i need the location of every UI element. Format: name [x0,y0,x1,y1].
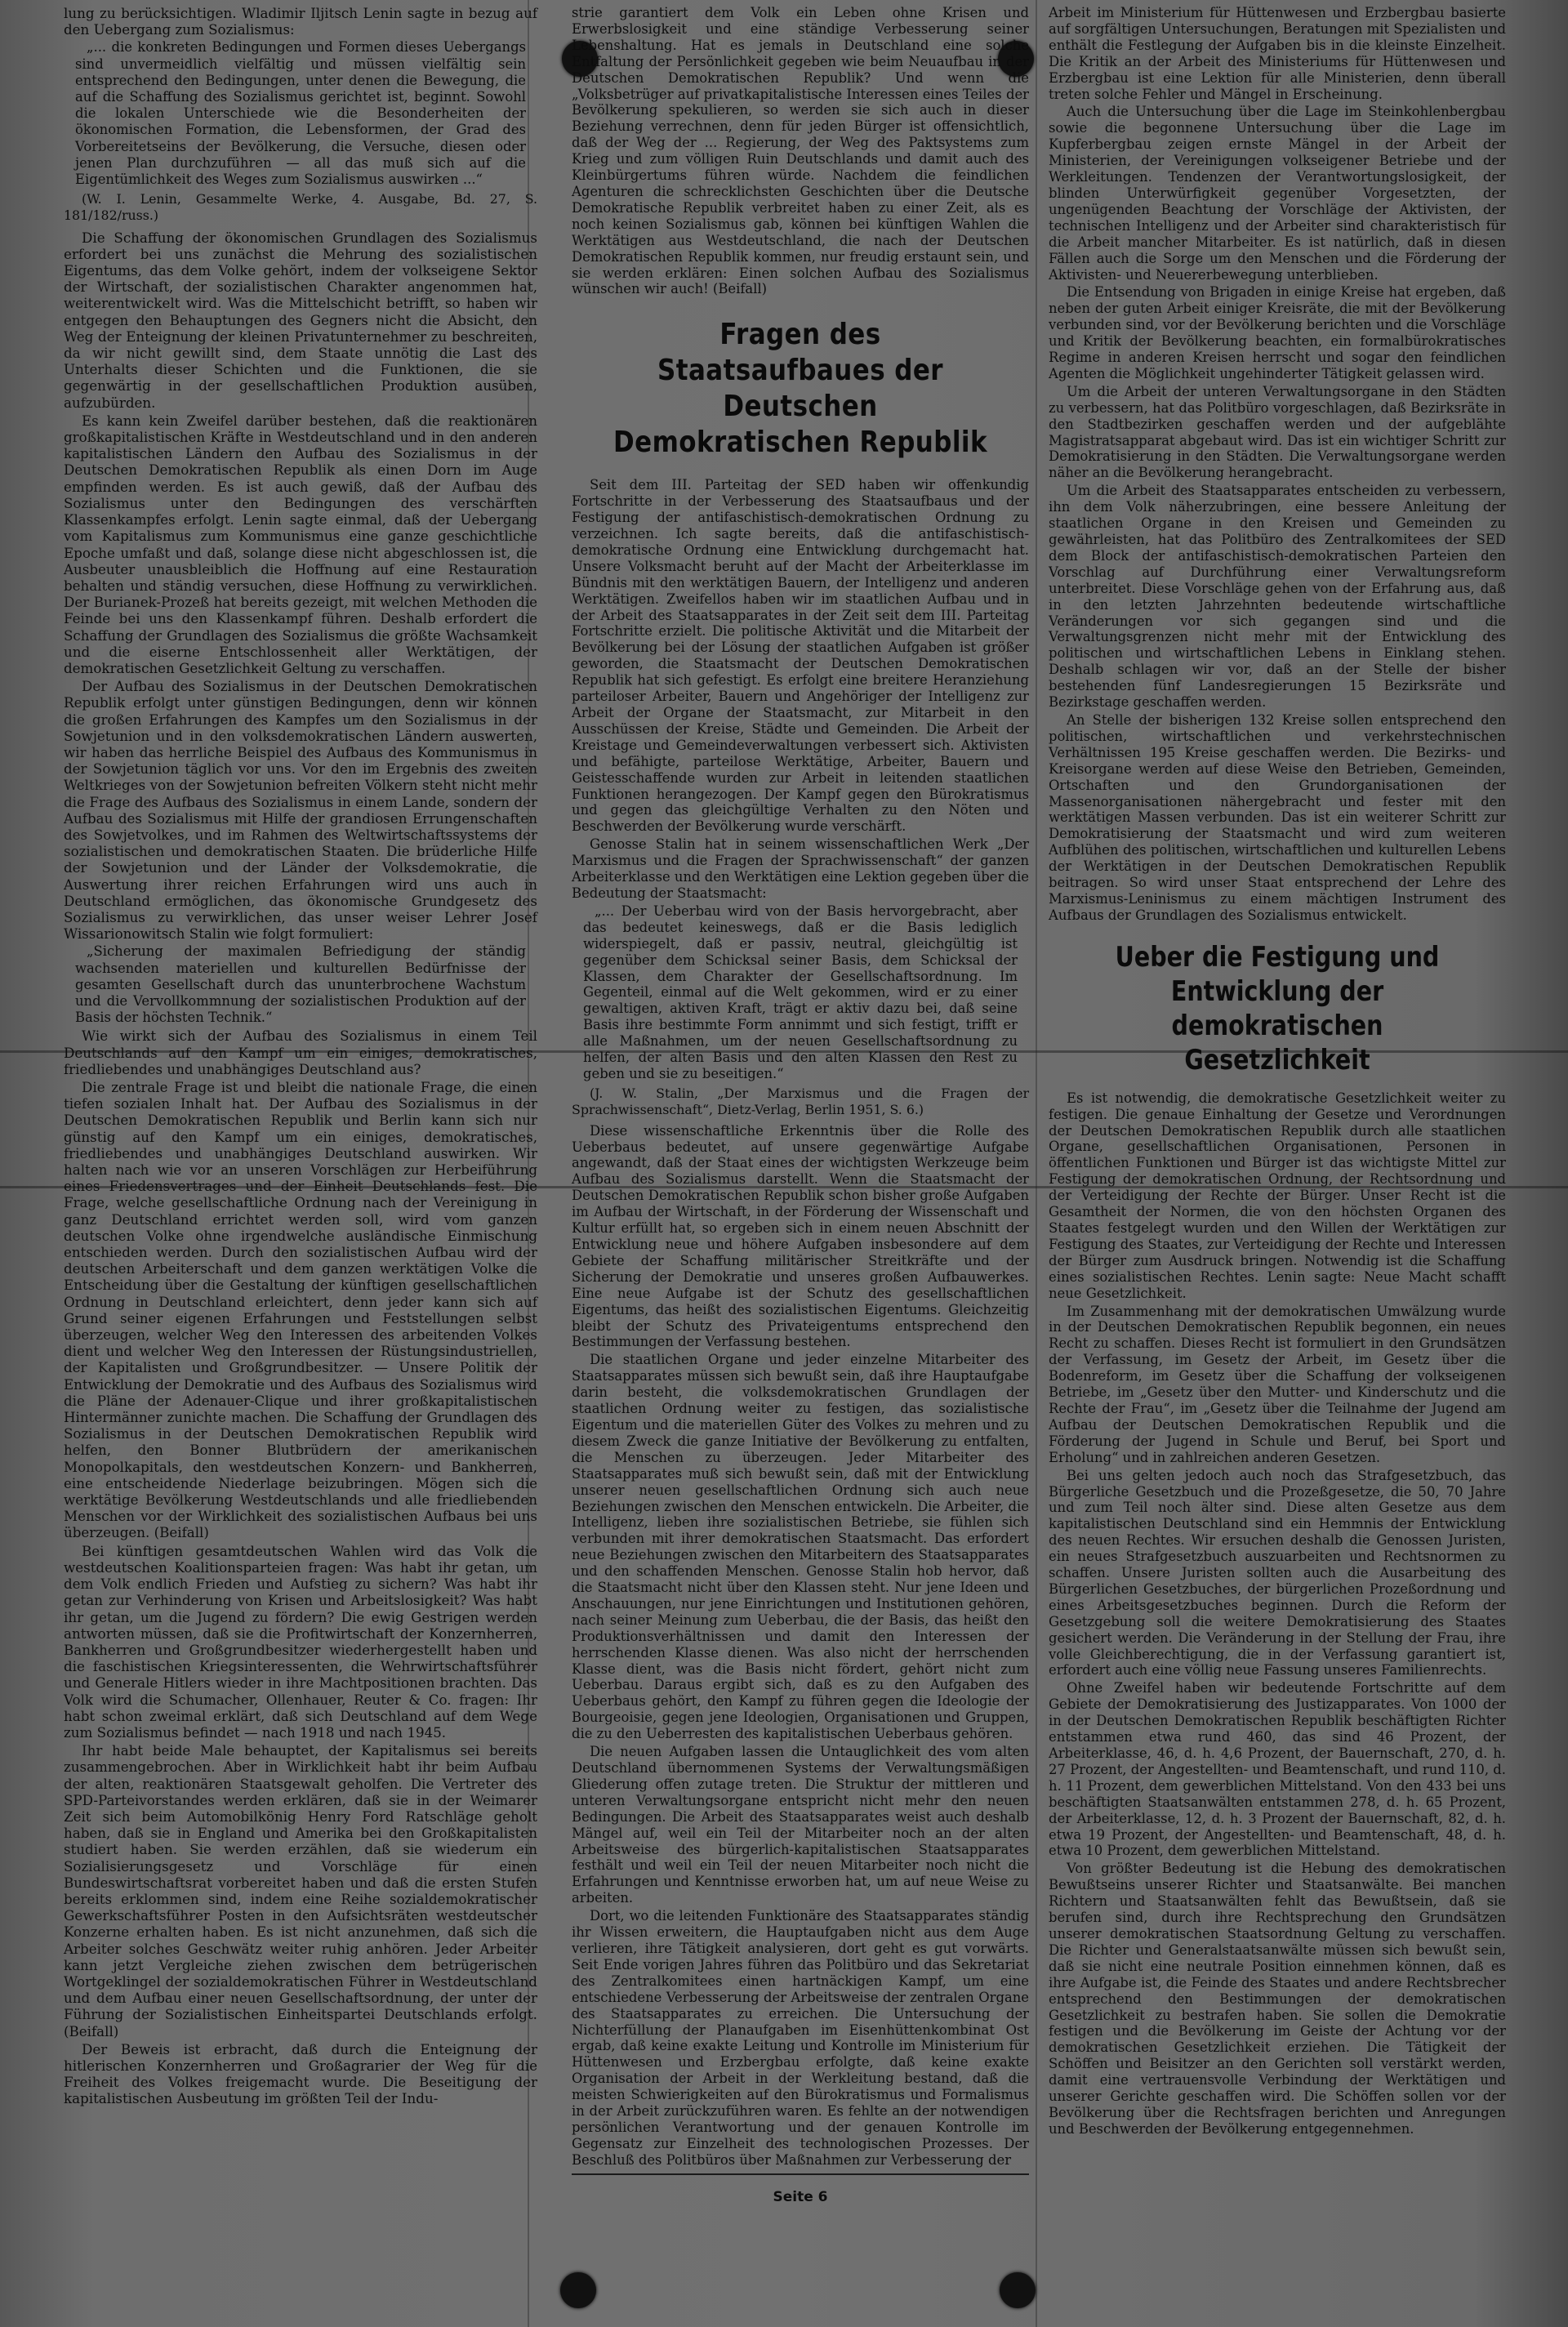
paragraph: Es kann kein Zweifel darüber bestehen, daß die reaktionären großkapitalistischen Kräfte in Westdeutschland und in den anderen kapitalistischen Ländern den Aufbau des Sozialismus in der Deutschen Demokratischen Republik als einen Dorn im Auge empfinden werden. Es ist auch gewiß, daß der Aufbau des Sozialismus unter den Bedingungen des verschärften Klassenkampfes erfolgt. Lenin sagte einmal, daß der Uebergang vom Kapitalismus zum Kommunismus eine ganze geschichtliche Epoche umfaßt und daß, solange diese nicht abgeschlossen ist, die Ausbeuter unausbleiblich die Hoffnung auf eine Restauration behalten und ständig versuchen, diese Hoffnung zu verwirklichen. Der Burianek-Prozeß hat bereits gezeigt, mit welchen Methoden die Feinde bei uns den Klassenkampf führen. Deshalb erfordert die Schaffung der Grundlagen des Sozialismus die größte Wachsamkeit und die eiserne Entschlossenheit aller Werktätigen, der demokratischen Gesetzlichkeit Geltung zu verschaffen. [64,412,537,676]
paragraph: Ohne Zweifel haben wir bedeutende Fortschritte auf dem Gebiete der Demokratisierung des Justizapparates. Von 1000 der in der Deutschen Demokratischen Republik beschäftigten Richter entstammen etwa rund 460, das sind 46 Prozent, der Arbeiterklasse, 46, d. h. 4,6 Prozent, der Bauernschaft, 270, d. h. 27 Prozent, der Angestellten- und Beamtenschaft, und rund 110, d. h. 11 Prozent, dem gewerblichen Mittelstand. Von den 433 bei uns beschäftigten Staatsanwälten entstammen 278, d. h. 65 Prozent, der Arbeiterklasse, 12, d. h. 3 Prozent der Bauernschaft, 82, d. h. etwa 19 Prozent, der Angestellten- und Beamtenschaft, 48, d. h. etwa 10 Prozent, dem gewerblichen Mittelstand. [1049,1680,1506,1859]
paragraph: Es ist notwendig, die demokratische Gesetzlichkeit weiter zu festigen. Die genaue Einhaltung der Gesetze und Verordnungen der Deutschen Demokratischen Republik durch alle staatlichen Organe, gesellschaftlichen Organisationen, Personen in öffentlichen Funktionen und Bürger ist das wichtigste Mittel zur Festigung der demokratischen Ordnung, der Rechtsordnung und der Verteidigung der Rechte der Bürger. Unser Recht ist die Gesamtheit der Normen, die von den höchsten Organen des Staates festgelegt wurden und den Willen der Werktätigen zur Festigung des Staates, zur Verteidigung der Rechte und Interessen der Bürger zum Ausdruck bringen. Notwendig ist die Schaffung eines sozialistischen Rechtes. Lenin sagte: Neue Macht schafft neue Gesetzlichkeit. [1049,1090,1506,1301]
paragraph: Die zentrale Frage ist und bleibt die nationale Frage, die einen tiefen sozialen Inhalt hat. Der Aufbau des Sozialismus in der Deutschen Demokratischen Republik und Berlin kann sich nur günstig auf den Kampf um ein einiges, demokratisches, friedliebendes und unabhängiges Deutschland auswirken. Wir halten nach wie vor an unseren Vorschlägen zur Herbeiführung eines Friedensvertrages und der Einheit Deutschlands fest. Die Frage, welche gesellschaftliche Ordnung nach der Vereinigung in ganz Deutschland errichtet werden soll, wird vom ganzen deutschen Volke ohne irgendwelche ausländische Einmischung entschieden werden. Durch den sozialistischen Aufbau wird der deutschen Arbeiterschaft und dem ganzen werktätigen Volke die Entscheidung über die Gestaltung der künftigen gesellschaftlichen Ordnung in Deutschland erleichtert, denn jeder kann sich auf Grund seiner eigenen Erfahrungen und Feststellungen selbst überzeugen, welcher Weg den Interessen des arbeitenden Volkes dient und welcher Weg den Interessen der Rüstungsindustriellen, der Kapitalisten und Großgrundbesitzer. — Unsere Politik der Entwicklung der Demokratie und des Aufbaus des Sozialismus wird die Pläne der Adenauer-Clique und ihrer großkapitalistischen Hintermänner zunichte machen. Die Schaffung der Grundlagen des Sozialismus in der Deutschen Demokratischen Republik wird helfen, den Bonner Blutbrüdern der amerikanischen Monopolkapitals, den westdeutschen Konzern- und Bankherren, eine entscheidende Niederlage beizubringen. Mögen sich die werktätige Bevölkerung Westdeutschlands und alle friedliebenden Menschen vor der Wirklichkeit des sozialistischen Aufbaus bei uns überzeugen. (Beifall) [64,1079,537,1541]
paragraph: strie garantiert dem Volk ein Leben ohne Krisen und Erwerbslosigkeit und eine ständige Verbesserung seiner Lebenshaltung. Hat es jemals in Deutschland eine solche Entfaltung der Persönlichkeit gegeben wie beim Neuaufbau in der Deutschen Demokratischen Republik? Und wenn die „Volksbetrüger auf privatkapitalistische Interessen eines Teiles der Bevölkerung spekulieren, so werden sie sich auch in dieser Beziehung verrechnen, denn für jeden Bürger ist offensichtlich, daß der Weg der ... Regierung, der Weg des Paktsystems zum Krieg und zum völligen Ruin Deutschlands und damit auch des Kleinbürgertums führen würde. Nachdem die feindlichen Agenturen die schrecklichsten Geschichten über die Deutsche Demokratische Republik verbreitet haben zu einer Zeit, als es noch keinen Sozialismus gab, können bei künftigen Wahlen die Werktätigen aus Westdeutschland, die nach der Deutschen Demokratischen Republik kommen, nur freudig erstaunt sein, und sie werden erklären: Einen solchen Aufbau des Sozialismus wünschen wir auch! (Beifall) [572,5,1029,297]
paragraph: Dort, wo die leitenden Funktionäre des Staatsapparates ständig ihr Wissen erweitern, die Hauptaufgaben nicht aus dem Auge verlieren, ihre Tätigkeit analysieren, dort geht es gut vorwärts. Seit Ende vorigen Jahres führen das Politbüro und das Sekretariat des Zentralkomitees einen hartnäckigen Kampf, um eine entschiedene Verbesserung der Arbeitsweise der zentralen Organe des Staatsapparates zu erreichen. Die Untersuchung der Nichterfüllung der Planaufgaben im Eisenhüttenkombinat Ost ergab, daß keine exakte Leitung und Kontrolle im Ministerium für Hüttenwesen und Erzbergbau erfolgte, daß keine exakte Organisation der Arbeit in der Werkleitung bestand, daß die meisten Schwierigkeiten auf den Bürokratismus und Formalismus in der Arbeit zurückzuführen waren. Es fehlte an der notwendigen persönlichen Verantwortung und der genauen Kontrolle im Gegensatz zur Einzelheit des technologischen Prozesses. Der Beschluß des Politbüros über Maßnahmen zur Verbesserung der [572,1908,1029,2168]
paragraph: Die staatlichen Organe und jeder einzelne Mitarbeiter des Staatsapparates müssen sich bewußt sein, daß ihre Hauptaufgabe darin besteht, die volksdemokratischen Grundlagen der staatlichen Ordnung weiter zu festigen, das sozialistische Eigentum und die materiellen Güter des Volkes zu mehren und zu diesem Zweck die ganze Initiative der Bevölkerung zu entfalten, die Menschen zu überzeugen. Jeder Mitarbeiter des Staatsapparates muß sich bewußt sein, daß mit der Entwicklung unserer neuen gesellschaftlichen Ordnung sich auch neue Beziehungen zwischen den Menschen entwickeln. Die Arbeiter, die Intelligenz, lieben ihre sozialistischen Betriebe, sie fühlen sich verbunden mit ihrer demokratischen Staatsmacht. Das erfordert neue Beziehungen zwischen den Mitarbeitern des Staatsapparates und den schaffenden Menschen. Genosse Stalin hob hervor, daß die Staatsmacht nicht über den Klassen steht. Nur jene Ideen und Anschauungen, nur jene Einrichtungen und Institutionen gehören, nach seiner Meinung zum Ueberbau, die der Basis, das heißt den Produktionsverhältnissen und damit den Interessen der herrschenden Klasse dienen. Was also nicht der herrschenden Klasse dient, was die Basis nicht fördert, gehört nicht zum Ueberbau. Daraus ergibt sich, daß es zu den Aufgaben des Ueberbaus gehört, den Kampf zu führen gegen die Ideologie der Bourgeoisie, gegen jene Ideologien, Organisationen und Gruppen, die zu den Ueberresten des kapitalistischen Ueberbaus gehören. [572,1352,1029,1742]
section-headline: Fragen des Staatsaufbaues der Deutschen Demokratischen Republik [613,318,987,460]
quotation: „Sicherung der maximalen Befriedigung der ständig wachsenden materiellen und kulturellen Bedürfnisse der gesamten Gesellschaft durch das ununterbrochene Wachstum und die Vervollkommnung der sozialistischen Produktion auf der Basis der höchsten Technik.“ [75,943,526,1026]
paragraph: Bei künftigen gesamtdeutschen Wahlen wird das Volk die westdeutschen Koalitionsparteien fragen: Was habt ihr getan, um dem Volk endlich Frieden und Aufstieg zu sichern? Was habt ihr getan zur Verhinderung von Krisen und Arbeitslosigkeit? Was habt ihr getan, um die Jugend zu fördern? Die ewig Gestrigen werden antworten müssen, daß sie die Profitwirtschaft der Konzernherren, Bankherren und Großgrundbesitzer wiederhergestellt haben und die faschistischen Kriegsinteressenten, die Wehrwirtschaftsführer und Generale Hitlers wieder in ihre Machtpositionen brachten. Das Volk wird die Schumacher, Ollenhauer, Reuter & Co. fragen: Ihr habt schon zweimal erklärt, daß sich Deutschland auf dem Wege zum Sozialismus befindet — nach 1918 und nach 1945. [64,1542,537,1741]
paragraph: Diese wissenschaftliche Erkenntnis über die Rolle des Ueberbaus bedeutet, auf unsere gegenwärtige Aufgabe angewandt, daß der Staat eines der wichtigsten Werkzeuge beim Aufbau des Sozialismus darstellt. Wenn die Staatsmacht der Deutschen Demokratischen Republik schon bisher große Aufgaben im Aufbau der Wirtschaft, in der Förderung der Wissenschaft und Kultur erfüllt hat, so ergeben sich in einem neuen Abschnitt der Entwicklung neue und höhere Aufgaben insbesondere auf dem Gebiete der Schaffung militärischer Streitkräfte und der Sicherung der Demokratie und unseres großen Aufbauwerkes. Eine neue Aufgabe ist der Schutz des gesellschaftlichen Eigentums, das heißt des sozialistischen Eigentums. Gleichzeitig bleibt der Schutz des Privateigentums entsprechend den Bestimmungen der Verfassung bestehen. [572,1122,1029,1350]
paragraph: Bei uns gelten jedoch auch noch das Strafgesetzbuch, das Bürgerliche Gesetzbuch und die Prozeßgesetze, die 50, 70 Jahre und zum Teil noch älter sind. Diese alten Gesetze aus dem kapitalistischen Deutschland sind ein Hemmnis der Entwicklung des neuen Rechtes. Wir ersuchen deshalb die Genossen Juristen, ein neues Strafgesetzbuch auszuarbeiten und Rechtsnormen zu schaffen. Unsere Juristen sollten auch die Ausarbeitung des Bürgerlichen Gesetzbuches, der bürgerlichen Prozeßordnung und eines Arbeitsgesetzbuches beginnen. Durch die Reform der Gesetzgebung soll die weitere Demokratisierung des Staates gesichert werden. Die Veränderung in der Stellung der Frau, ihre volle Gleichberechtigung, die in der Verfassung garantiert ist, erfordert auch eine völlig neue Fassung unseres Familienrechts. [1049,1467,1506,1678]
section-headline: Ueber die Festigung und Entwicklung der demokratischen Gesetzlichkeit [1115,940,1440,1077]
quotation: „... Der Ueberbau wird von der Basis hervorgebracht, aber das bedeutet keineswegs, daß er die Basis lediglich widerspiegelt, daß er passiv, neutral, gleichgültig ist gegenüber dem Schicksal seiner Basis, dem Schicksal der Klassen, dem Charakter der Gesellschaftsordnung. Im Gegenteil, einmal auf die Welt gekommen, wird er zu einer gewaltigen, aktiven Kraft, trägt er aktiv dazu bei, daß seine Basis ihre bestimmte Form annimmt und sich festigt, trifft er alle Maßnahmen, um der neuen Gesellschaftsordnung zu helfen, der alten Basis und den alten Klassen den Rest zu geben und sie zu beseitigen.“ [583,903,1018,1081]
paragraph: Genosse Stalin hat in seinem wissenschaftlichen Werk „Der Marxismus und die Fragen der Sprachwissenschaft“ der ganzen Arbeiterklasse und den Werktätigen eine Lektion gegeben über die Bedeutung der Staatsmacht: [572,836,1029,901]
paragraph: Seit dem III. Parteitag der SED haben wir offenkundig Fortschritte in der Verbesserung des Staatsaufbaus und der Festigung der antifaschistisch-demokratischen Ordnung zu verzeichnen. Ich sagte bereits, daß die antifaschistisch-demokratische Ordnung eine Entwicklung durchgemacht hat. Unsere Volksmacht beruht auf der Macht der Arbeiterklasse im Bündnis mit den werktätigen Bauern, der Intelligenz und anderen Werktätigen. Zweifellos haben wir im staatlichen Aufbau und in der Arbeit des Staatsapparates in der Zeit seit dem III. Parteitag Fortschritte erzielt. Die politische Aktivität und die Mitarbeit der Bevölkerung bei der Lösung der staatlichen Aufgaben ist größer geworden, die Staatsmacht der Deutschen Demokratischen Republik hat sich gefestigt. Es erfolgt eine breitere Heranziehung parteiloser Arbeiter, Bauern und Angehöriger der Intelligenz zur Arbeit der Organe der Staatsmacht, zur Mitarbeit in den Ausschüssen der Kreise, Städte und Gemeinden. Die Arbeit der Kreistage und Gemeindeverwaltungen verbessert sich. Aktivisten und befähigte, parteilose Werktätige, Arbeiter, Bauern und Geistesschaffende wurden zur Arbeit in leitenden staatlichen Funktionen herangezogen. Der Kampf gegen den Bürokratismus und gegen das gleichgültige Verhalten zu den Nöten und Beschwerden der Bevölkerung wurde verschärft. [572,477,1029,835]
paragraph: Die Entsendung von Brigaden in einige Kreise hat ergeben, daß neben der guten Arbeit einiger Kreisräte, die mit der Bevölkerung verbunden sind, vor der Bevölkerung berichten und die Vorschläge und Kritik der Bevölkerung beachten, ein formalbürokratisches Regime in anderen Kreisen herrscht und sogar den feindlichen Agenten die Möglichkeit ungehinderter Tätigkeit gelassen wird. [1049,284,1506,381]
paragraph: Ihr habt beide Male behauptet, der Kapitalismus sei bereits zusammengebrochen. Aber in Wirklichkeit habt ihr beim Aufbau der alten, reaktionären Staatsgewalt geholfen. Die Vertreter des SPD-Parteivorstandes werden erklären, daß sie in der Weimarer Zeit sich beim Automobilkönig Henry Ford Ratschläge geholt haben, daß sie in England und Amerika bei den Großkapitalisten studiert haben. Sie werden erzählen, daß sie wiederum ein Sozialisierungsgesetz und Vorschläge für einen Bundeswirtschaftsrat vorbereitet haben und daß die ersten Stufen bereits erklommen sind, indem eine Reihe sozialdemokratischer Gewerkschaftsführer Posten in den Aufsichtsräten westdeutscher Konzerne erhalten haben. Es ist nicht anzunehmen, daß sich die Arbeiter solches Geschwätz weiter ruhig anhören. Jeder Arbeiter kann jetzt Vergleiche ziehen zwischen dem betrügerischen Wortgeklingel der sozialdemokratischen Führer in Westdeutschland und dem Aufbau einer neuen Gesellschaftsordnung, der unter der Führung der Sozialistischen Einheitspartei Deutschlands erfolgt. (Beifall) [64,1742,537,2039]
column-3 [1049,5,1506,2139]
source-citation: (J. W. Stalin, „Der Marxismus und die Fragen der Sprachwissenschaft“, Dietz-Verlag, Berlin 1951, S. 6.) [572,1085,1029,1117]
paragraph: Arbeit im Ministerium für Hüttenwesen und Erzbergbau basierte auf sorgfältigen Untersuchungen, Beratungen mit Spezialisten und enthält die Festlegung der Aufgaben bis in die kleinste Einzelheit. Die Kritik an der Arbeit des Ministeriums für Hüttenwesen und Erzbergbau ist eine Lektion für alle Ministerien, denn überall treten solche Fehler und Mängel in Erscheinung. [1049,5,1506,102]
paragraph: Wie wirkt sich der Aufbau des Sozialismus in einem Teil Deutschlands auf den Kampf um ein einiges, demokratisches, friedliebendes und unabhängiges Deutschland aus? [64,1028,537,1077]
paragraph: Um die Arbeit der unteren Verwaltungsorgane in den Städten zu verbessern, hat das Politbüro vorgeschlagen, daß Bezirksräte in den Stadtbezirken geschaffen werden und der aufgeblähte Magistratsapparat abgebaut wird. Das ist ein wichtiger Schritt zur Demokratisierung in den Städten. Die Verwaltungsorgane werden näher an die Bevölkerung herangebracht. [1049,383,1506,481]
paragraph: Um die Arbeit des Staatsapparates entscheiden zu verbessern, ihn dem Volk näherzubringen, eine bessere Anleitung der staatlichen Organe in den Kreisen und Gemeinden zu gewährleisten, hat das Politbüro des Zentralkomitees der SED dem Block der antifaschistisch-demokratischen Parteien den Vorschlag auf Durchführung einer Verwaltungsreform unterbreitet. Diese Vorschläge gehen von der Erfahrung aus, daß in den letzten Jahrzehnten bedeutende wirtschaftliche Veränderungen vor sich gegangen sind und die Verwaltungsgrenzen nicht mehr mit der Entwicklung des politischen und wirtschaftlichen Lebens in Einklang stehen. Deshalb schlagen wir vor, daß an der Stelle der bisher bestehenden fünf Landesregierungen 15 Bezirksräte und Bezirkstage geschaffen werden. [1049,483,1506,711]
paragraph: Die neuen Aufgaben lassen die Untauglichkeit des vom alten Deutschland übernommenen Systems der Verwaltungsmäßigen Gliederung offen zutage treten. Die Struktur der mittleren und unteren Verwaltungsorgane entspricht nicht mehr den neuen Bedingungen. Die Arbeit des Staatsapparates weist auch deshalb Mängel auf, weil ein Teil der Mitarbeiter noch an der alten Arbeitsweise des bürgerlich-kapitalistischen Staatsapparates festhält und weil ein Teil der neuen Mitarbeiter noch nicht die Erfahrungen und Kenntnisse erworben hat, um auf neue Weise zu arbeiten. [572,1744,1029,1906]
paragraph: Die Schaffung der ökonomischen Grundlagen des Sozialismus erfordert bei uns zunächst die Mehrung des sozialistischen Eigentums, das dem Volke gehört, indem der volkseigene Sektor der Wirtschaft, der sozialistischen Charakter angenommen hat, weiterentwickelt wird. Was die Mittelschicht betrifft, so haben wir entgegen den Behauptungen des Gegners nicht die Absicht, den Weg der Enteignung der kleinen Privatunternehmer zu beschreiten, da wir nicht gewillt sind, dem Staate unnötig die Last des Unterhalts dieser Schichten und die Funktionen, die sie gegenwärtig in der gesellschaftlichen Produktion ausüben, aufzubürden. [64,229,537,411]
page-number: Seite 6 [773,2188,828,2205]
paragraph: Auch die Untersuchung über die Lage im Steinkohlenbergbau sowie die begonnene Untersuchung über die Lage im Kupferbergbau zeigen ernste Mängel in der Arbeit der Ministerien, der Vereinigungen volkseigener Betriebe und der Werkleitungen. Tendenzen der Verantwortungslosigkeit, der blinden Unterwürfigkeit gegenüber Vorgesetzten, der ungenügenden Beachtung der Vorschläge der Aktivisten, der technischen Intelligenz und der Arbeiter sind charakteristisch für die Arbeit mancher Mitarbeiter. Es ist natürlich, daß in diesen Fällen auch die Sorge um den Menschen und die Förderung der Aktivisten- und Neuererbewegung unterblieben. [1049,104,1506,283]
source-citation: (W. I. Lenin, Gesammelte Werke, 4. Ausgabe, Bd. 27, S. 181/182/russ.) [64,191,537,224]
quotation: „... die konkreten Bedingungen und Formen dieses Uebergangs sind unvermeidlich vielfältig und müssen vielfältig sein entsprechend den Bedingungen, unter denen die Bewegung, die auf die Schaffung des Sozialismus gerichtet ist, beginnt. Sowohl die lokalen Unterschiede wie die Besonderheiten der ökonomischen Formation, die Lebensformen, der Grad des Vorbereitetseins der Bevölkerung, die Versuche, diesen oder jenen Plan durchzuführen — all das muß sich auf die Eigentümlichkeit des Weges zum Sozialismus auswirken ...“ [75,39,526,188]
column-1 [64,5,537,2109]
column-2 [572,5,1029,2206]
paragraph: An Stelle der bisherigen 132 Kreise sollen entsprechend den politischen, wirtschaftlichen und verkehrstechnischen Verhältnissen 195 Kreise geschaffen werden. Die Bezirks- und Kreisorgane werden auf diese Weise den Betrieben, Gemeinden, Ortschaften und den Grundorganisationen der Massenorganisationen nähergebracht und fester mit den werktätigen Massen verbunden. Das ist ein weiterer Schritt zur Demokratisierung der Staatsmacht und wird zum weiteren Aufblühen des politischen, wirtschaftlichen und kulturellen Lebens der Werktätigen in der Deutschen Demokratischen Republik beitragen. So wird unser Staat entsprechend der Lehre des Marxismus-Leninismus zu einem mächtigen Instrument des Aufbaus der Grundlagen des Sozialismus entwickelt. [1049,711,1506,923]
punch-hole [560,2272,596,2308]
divider [572,2173,1029,2175]
punch-hole [1000,2272,1036,2308]
paragraph: Im Zusammenhang mit der demokratischen Umwälzung wurde in der Deutschen Demokratischen Republik begonnen, ein neues Recht zu schaffen. Dieses Recht ist formuliert in den Grundsätzen der Verfassung, im Gesetz der Arbeit, im Gesetz über die Bodenreform, im Gesetz über die Schaffung der volkseigenen Betriebe, im „Gesetz über den Mutter- und Kinderschutz und die Rechte der Frau“, im „Gesetz über die Teilnahme der Jugend am Aufbau der Deutschen Demokratischen Republik und die Förderung der Jugend in Schule und Beruf, bei Sport und Erholung“ und in zahlreichen anderen Gesetzen. [1049,1303,1506,1465]
paragraph: Der Beweis ist erbracht, daß durch die Enteignung der hitlerischen Konzernherren und Großagrarier der Weg für die Freiheit des Volkes freigemacht wurde. Die Beseitigung der kapitalistischen Ausbeutung im größten Teil der Indu- [64,2040,537,2107]
paragraph: Von größter Bedeutung ist die Hebung des demokratischen Bewußtseins unserer Richter und Staatsanwälte. Bei manchen Richtern und Staatsanwälten fehlt das Bewußtsein, daß sie berufen sind, durch ihre Rechtsprechung den Grundsätzen unserer demokratischen Staatsordnung Geltung zu verschaffen. Die Richter und Generalstaatsanwälte müssen sich bewußt sein, daß sie nicht eine neutrale Position einnehmen können, daß es ihre Aufgabe ist, die Feinde des Staates und andere Rechtsbrecher entsprechend den Bestimmungen der demokratischen Gesetzlichkeit zu bestrafen haben. Sie sollen die Demokratie festigen und die Bevölkerung im Geiste der Achtung vor der demokratischen Gesetzlichkeit erziehen. Die Tätigkeit der Schöffen und Beisitzer an den Gerichten soll verstärkt werden, damit eine vertrauensvolle Verbindung der Werktätigen und unserer Gerichte geschaffen wird. Die Schöffen sollen vor der Bevölkerung über die Rechtsfragen berichten und Anregungen und Beschwerden der Bevölkerung entgegennehmen. [1049,1861,1506,2137]
paragraph: lung zu berücksichtigen. Wladimir Iljitsch Lenin sagte in bezug auf den Uebergang zum Sozialismus: [64,5,537,38]
paragraph: Der Aufbau des Sozialismus in der Deutschen Demokratischen Republik erfolgt unter günstigen Bedingungen, denn wir können die großen Erfahrungen des Kampfes um den Sozialismus in der Sowjetunion und in den volksdemokratischen Ländern auswerten, wir haben das herrliche Beispiel des Aufbaus des Kommunismus in der Sowjetunion täglich vor uns. Vor den im Ergebnis des zweiten Weltkrieges von der Sowjetunion befreiten Völkern steht nicht mehr die Frage des Aufbaus des Sozialismus in einem Lande, sondern der Aufbau des Sozialismus mit Hilfe der grandiosen Errungenschaften des Sowjetvolkes, und im Rahmen des Weltwirtschaftssystems der sozialistischen und demokratischen Staaten. Die brüderliche Hilfe der Sowjetunion und der Länder der Volksdemokratie, die Auswertung ihrer reichen Erfahrungen wird uns auch in Deutschland ermöglichen, das ökonomische Grundgesetz des Sozialismus zu verwirklichen, das unser weiser Lehrer Josef Wissarionowitsch Stalin wie folgt formuliert: [64,678,537,943]
fold-line [1036,0,1037,2327]
